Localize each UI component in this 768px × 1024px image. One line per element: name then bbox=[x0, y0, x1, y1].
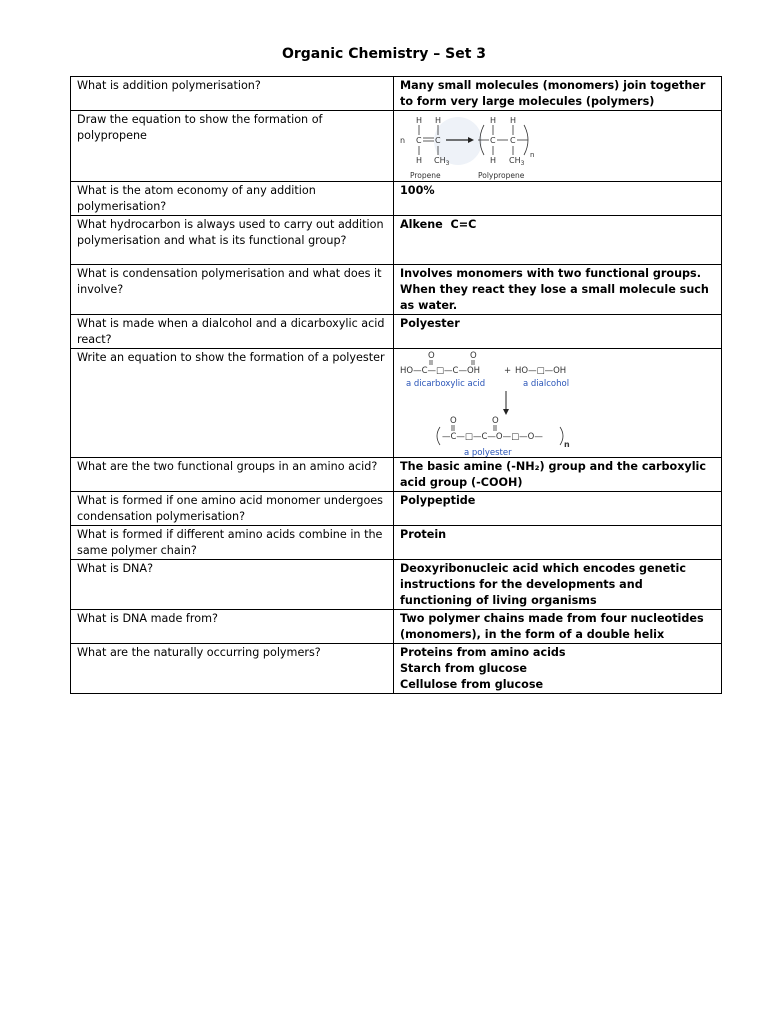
answer-cell: The basic amine (-NH₂) group and the carboxylic acid group (-COOH) bbox=[394, 458, 722, 492]
question-cell: What is addition polymerisation? bbox=[71, 77, 394, 111]
polypropene-label: Polypropene bbox=[478, 171, 525, 180]
table-row bbox=[71, 265, 722, 315]
ch3-text: CH bbox=[434, 156, 446, 165]
dicarboxylic-acid-label: a dicarboxylic acid bbox=[406, 379, 486, 389]
dialcohol-formula: HO—□—OH bbox=[515, 366, 567, 376]
ch3-text: CH bbox=[509, 156, 521, 165]
h-atom: H bbox=[435, 116, 442, 125]
table-row bbox=[71, 644, 722, 694]
h-atom: H bbox=[490, 156, 497, 165]
question-cell: What is made when a dialcohol and a dicarboxylic acid react? bbox=[71, 315, 394, 349]
answer-cell: Polyester bbox=[394, 315, 722, 349]
table-row bbox=[71, 111, 722, 182]
answer-cell bbox=[394, 265, 722, 315]
answer-line: Proteins from amino acids bbox=[400, 646, 566, 659]
h-atom: H bbox=[490, 116, 497, 125]
ch3-subscript: 3 bbox=[445, 160, 450, 167]
h-atom: H bbox=[416, 156, 423, 165]
n-subscript: n bbox=[530, 151, 535, 159]
answer-cell: Polypeptide bbox=[394, 492, 722, 526]
answer-line: Cellulose from glucose bbox=[400, 678, 544, 691]
table-row bbox=[71, 458, 722, 492]
table-row bbox=[71, 182, 722, 216]
answer-cell: 100% bbox=[394, 182, 722, 216]
table-row bbox=[71, 349, 722, 458]
table-row bbox=[71, 610, 722, 644]
plus-sign: + bbox=[504, 366, 512, 376]
table-row bbox=[71, 560, 722, 610]
c-atom: C bbox=[510, 136, 516, 145]
question-cell: What are the two functional groups in an amino acid? bbox=[71, 458, 394, 492]
question-cell: What is formed if different amino acids combine in the same polymer chain? bbox=[71, 526, 394, 560]
question-cell: What hydrocarbon is always used to carry out addition polymerisation and what is its functional group? bbox=[71, 216, 394, 265]
polyester-formula: —C—□—C—O—□—O— bbox=[442, 432, 543, 442]
table-row bbox=[71, 216, 722, 265]
question-cell: What is DNA made from? bbox=[71, 610, 394, 644]
answer-line: Involves monomers with two functional groups. bbox=[400, 267, 701, 280]
answer-cell: Alkene C=C bbox=[394, 216, 722, 265]
ch3-group bbox=[509, 156, 525, 167]
question-cell: What is formed if one amino acid monomer undergoes condensation polymerisation? bbox=[71, 492, 394, 526]
question-cell: What is DNA? bbox=[71, 560, 394, 610]
question-cell: Write an equation to show the formation of a polyester bbox=[71, 349, 394, 458]
h-atom: H bbox=[416, 116, 423, 125]
reaction-arrow bbox=[503, 391, 509, 415]
qa-table bbox=[70, 76, 722, 694]
answer-line: When they react they lose a small molecule such as water. bbox=[400, 283, 709, 312]
polyester-label: a polyester bbox=[464, 448, 512, 457]
question-cell: Draw the equation to show the formation of polypropene bbox=[71, 111, 394, 182]
propene-label: Propene bbox=[410, 171, 441, 180]
question-cell: What is condensation polymerisation and what does it involve? bbox=[71, 265, 394, 315]
answer-cell bbox=[394, 349, 722, 458]
page-title: Organic Chemistry – Set 3 bbox=[281, 46, 487, 62]
c-atom: C bbox=[435, 136, 441, 145]
oxygen-label: O bbox=[470, 351, 477, 361]
dialcohol-label: a dialcohol bbox=[523, 379, 570, 389]
answer-cell bbox=[394, 644, 722, 694]
answer-cell: Many small molecules (monomers) join together to form very large molecules (polymers) bbox=[394, 77, 722, 111]
answer-cell: Deoxyribonucleic acid which encodes genetic instructions for the developments and functioning of living organisms bbox=[394, 560, 722, 610]
oxygen-label: O bbox=[450, 416, 457, 426]
table-row bbox=[71, 492, 722, 526]
polyester-equation-diagram bbox=[398, 349, 598, 457]
question-cell: What are the naturally occurring polymers? bbox=[71, 644, 394, 694]
polypropene-equation-diagram bbox=[398, 111, 548, 181]
answer-cell bbox=[394, 111, 722, 182]
oxygen-label: O bbox=[492, 416, 499, 426]
question-cell: What is the atom economy of any addition polymerisation? bbox=[71, 182, 394, 216]
ch3-subscript: 3 bbox=[520, 160, 525, 167]
table-row bbox=[71, 315, 722, 349]
oxygen-label: O bbox=[428, 351, 435, 361]
table-row bbox=[71, 526, 722, 560]
table-row bbox=[71, 77, 722, 111]
answer-line: Starch from glucose bbox=[400, 662, 527, 675]
n-subscript: n bbox=[564, 440, 570, 449]
c-atom: C bbox=[490, 136, 496, 145]
n-label: n bbox=[400, 136, 406, 145]
c-atom: C bbox=[416, 136, 422, 145]
h-atom: H bbox=[510, 116, 517, 125]
dicarboxylic-acid-formula: HO—C—□—C—OH bbox=[400, 366, 481, 376]
answer-cell: Protein bbox=[394, 526, 722, 560]
answer-cell: Two polymer chains made from four nucleotides (monomers), in the form of a double helix bbox=[394, 610, 722, 644]
